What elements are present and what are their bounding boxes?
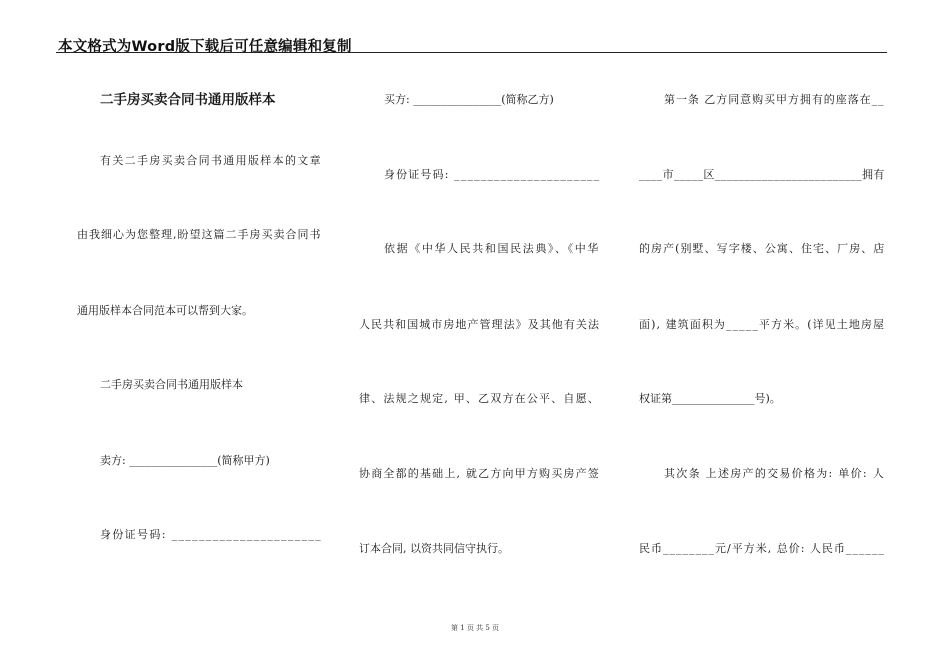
col1-line-5: 卖方: ________________(简称甲方) bbox=[100, 454, 270, 467]
col1-line-1: 有关二手房买卖合同书通用版样本的文章 bbox=[100, 154, 322, 167]
col3-line-3: 的房产(别墅、写字楼、公寓、住宅、厂房、店 bbox=[639, 242, 886, 255]
col1-line-2: 由我细心为您整理,盼望这篇二手房买卖合同书 bbox=[77, 228, 322, 241]
col1-line-4: 二手房买卖合同书通用版样本 bbox=[100, 378, 243, 391]
header-title: 本文格式为Word版下载后可任意编辑和复制 bbox=[58, 39, 352, 55]
col2-line-2: 身份证号码: ______________________ bbox=[384, 168, 601, 181]
col2-line-3: 依据《中华人民共和国民法典》、《中华 bbox=[384, 242, 600, 255]
col3-line-7: 民币________元/平方米, 总价: 人民币______ bbox=[639, 542, 885, 555]
col3-line-4: 面), 建筑面积为_____平方米。(详见土地房屋 bbox=[639, 318, 886, 331]
col2-line-6: 协商全都的基础上, 就乙方向甲方购买房产签 bbox=[359, 467, 600, 480]
col1-line-3: 通用版样本合同范本可以帮到大家。 bbox=[77, 304, 253, 317]
col3-line-5: 权证第_______________号)。 bbox=[639, 392, 781, 405]
col1-line-6: 身份证号码: ______________________ bbox=[100, 528, 323, 541]
col2-line-7: 订本合同, 以资共同信守执行。 bbox=[359, 542, 509, 555]
header-divider bbox=[56, 52, 887, 53]
document-title: 二手房买卖合同书通用版样本 bbox=[100, 92, 276, 108]
col3-line-2: ____市_____区_________________________拥有 bbox=[639, 168, 885, 181]
col3-line-1: 第一条 乙方同意购买甲方拥有的座落在__ bbox=[664, 93, 885, 106]
page-number: 第 1 页 共 5 页 bbox=[450, 624, 500, 632]
col2-line-5: 律、法规之规定, 甲、乙双方在公平、自愿、 bbox=[359, 392, 600, 405]
col3-line-6: 其次条 上述房产的交易价格为: 单价: 人 bbox=[664, 467, 885, 480]
col2-line-1: 买方: ________________(简称乙方) bbox=[384, 93, 554, 106]
col2-line-4: 人民共和国城市房地产管理法》及其他有关法 bbox=[359, 318, 600, 331]
